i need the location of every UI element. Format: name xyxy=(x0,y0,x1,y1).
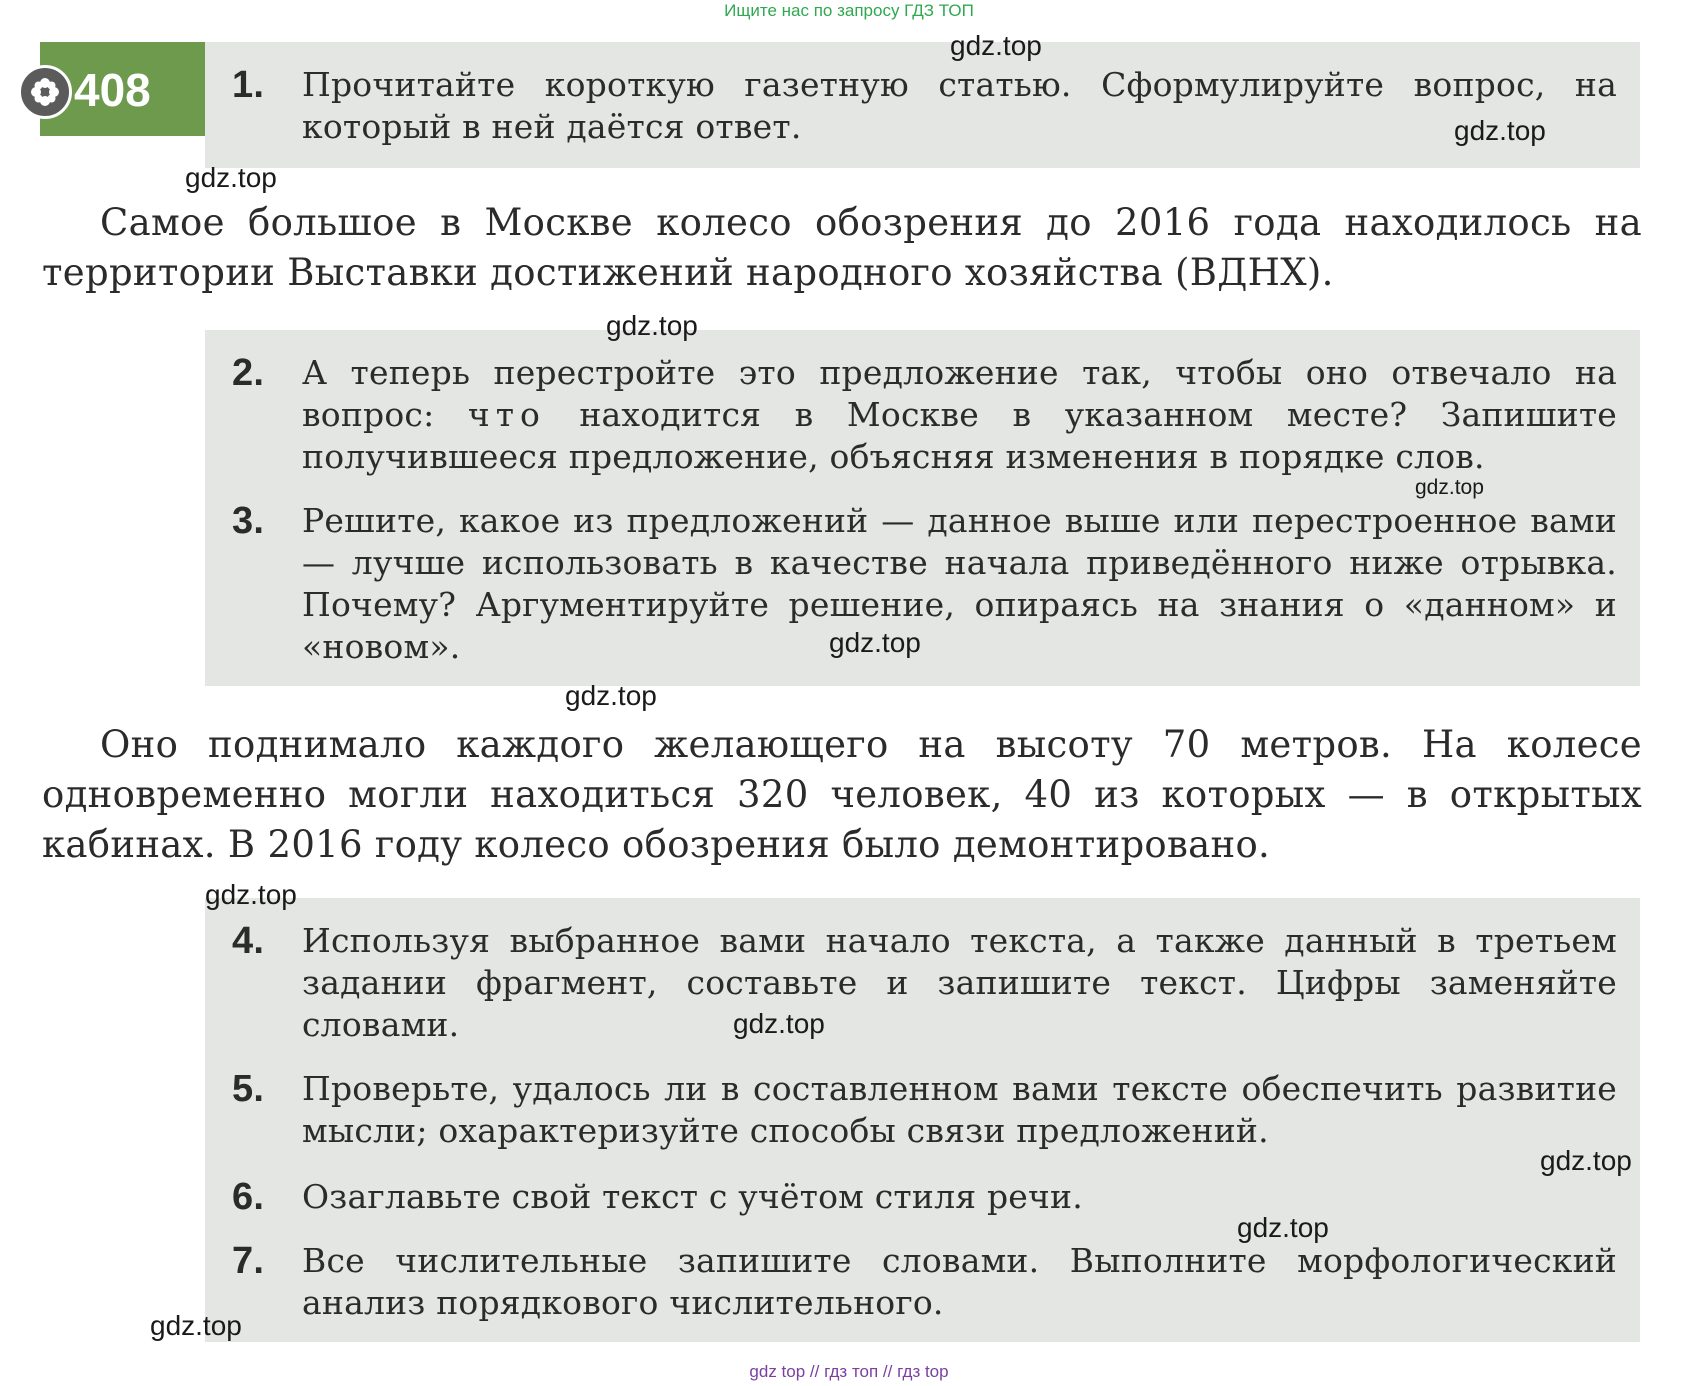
watermark: gdz.top xyxy=(1237,1212,1329,1243)
item-number: 2. xyxy=(232,352,265,394)
passage-1: Самое большое в Москве колесо обозрения до 2016 года находилось на территории Выставки достижений народного хозяйства (ВДНХ). xyxy=(42,201,1642,294)
item-number: 6. xyxy=(232,1176,265,1218)
watermark: gdz.top xyxy=(565,680,657,711)
watermark: gdz.top xyxy=(150,1310,242,1341)
passage-2: Оно поднимало каждого желающего на высоту 70 метров. На колесе одновременно могли находиться 320 человек, 40 из которых — в открытых кабинах. В 2016 году колесо обозрения было демонтировано. xyxy=(42,723,1642,866)
watermark: gdz.top xyxy=(185,162,277,193)
top-banner[interactable]: Ищите нас по запросу ГДЗ ТОП xyxy=(724,1,974,20)
watermark: gdz.top xyxy=(1415,476,1484,499)
task-item-2 xyxy=(232,352,1617,478)
item-number: 3. xyxy=(232,500,265,542)
watermark: gdz.top xyxy=(733,1008,825,1039)
watermark: gdz.top xyxy=(205,879,297,910)
task-item-7 xyxy=(232,1240,1617,1324)
task-item-4 xyxy=(232,920,1617,1046)
watermark: gdz.top xyxy=(1454,115,1546,146)
emphasized-word: что xyxy=(467,395,546,434)
flower-icon xyxy=(18,65,72,119)
item-text: Озаглавьте свой текст с учётом стиля речи. xyxy=(302,1177,1083,1216)
task-item-6 xyxy=(232,1176,1617,1218)
task-item-1 xyxy=(232,64,1617,148)
watermark: gdz.top xyxy=(829,627,921,658)
item-text: Прочитайте короткую газетную статью. Сформулируйте вопрос, на который в ней даётся ответ. xyxy=(302,65,1617,146)
item-text: Используя выбранное вами начало текста, а также данный в третьем задании фрагмент, составьте и запишите текст. Цифры заменяйте словами. xyxy=(302,921,1617,1044)
item-number: 7. xyxy=(232,1240,265,1282)
watermark: gdz.top xyxy=(950,30,1042,61)
item-text: Проверьте, удалось ли в составленном вами тексте обеспечить развитие мысли; охарактеризуйте способы связи предложений. xyxy=(302,1069,1617,1150)
item-number: 5. xyxy=(232,1068,265,1110)
task-item-3 xyxy=(232,500,1617,668)
item-number: 1. xyxy=(232,64,265,106)
item-text: А теперь перестройте это предложение так, чтобы оно отвечало на вопрос: что находится в Москве в указанном месте? Запишите получившееся предложение, объясняя изменения в порядке слов. xyxy=(302,353,1618,476)
item-text: Решите, какое из предложений — данное выше или перестроенное вами — лучше использовать в качестве начала приведённого ниже отрывка. Почему? Аргументируйте решение, опираясь на знания о «данном» и «новом». xyxy=(302,501,1617,666)
item-number: 4. xyxy=(232,920,265,962)
watermark: gdz.top xyxy=(606,310,698,341)
task-number: 408 xyxy=(74,64,151,116)
bottom-banner[interactable]: gdz top // гдз топ // гдз top xyxy=(749,1362,949,1381)
item-text: Все числительные запишите словами. Выполните морфологический анализ порядкового числительного. xyxy=(302,1241,1617,1322)
task-item-5 xyxy=(232,1068,1617,1152)
watermark: gdz.top xyxy=(1540,1145,1632,1176)
